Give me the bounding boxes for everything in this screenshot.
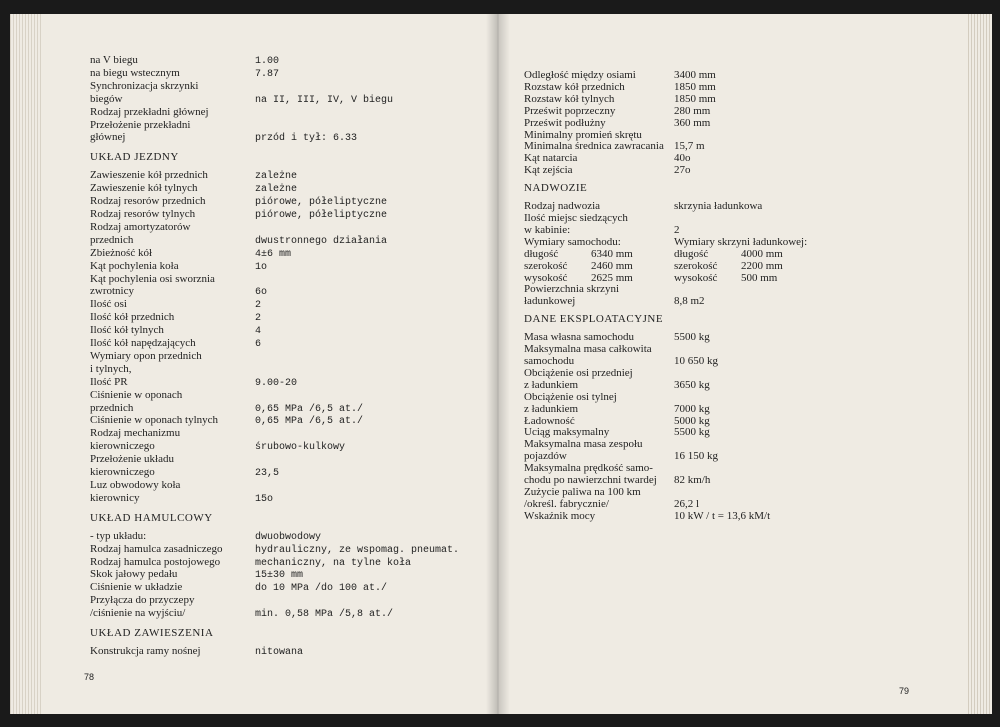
spec-label: Ilość kół przednich: [90, 311, 175, 324]
spec-label: przednich: [90, 401, 134, 414]
spec-value: 5500 kg: [674, 426, 710, 439]
spec-value: 26,2 l: [674, 497, 700, 510]
section-heading: UKŁAD ZAWIESZENIA: [90, 627, 214, 639]
spec-label: Rozstaw kół przednich: [524, 80, 625, 93]
spec-value: 360 mm: [674, 116, 711, 129]
spec-value: przód i tył: 6.33: [255, 133, 358, 145]
spec-value: na II, III, IV, V biegu: [255, 94, 394, 106]
spec-value: 15,7 m: [674, 140, 705, 153]
spec-label: Kąt zejścia: [524, 164, 573, 177]
spec-value: mechaniczny, na tylne koła: [255, 557, 412, 569]
spec-label: Odległość między osiami: [524, 69, 636, 81]
spec-label: Zbieżność kół: [90, 246, 153, 259]
spec-label: Synchronizacja skrzynki: [90, 79, 199, 92]
spec-value: min. 0,58 MPa /5,8 at./: [255, 609, 394, 621]
spec-dimension-value: 2200 mm: [741, 259, 783, 272]
spec-value: dwustronnego działania: [255, 235, 388, 247]
spec-label: Ilość PR: [90, 375, 128, 388]
spec-label: samochodu: [524, 355, 575, 367]
spec-value: 1850 mm: [674, 80, 716, 93]
spec-value: dwuobwodowy: [255, 531, 322, 543]
spec-value: Wymiary skrzyni ładunkowej:: [674, 235, 808, 248]
left-page-edge: [10, 14, 42, 714]
spec-value: 10 650 kg: [674, 355, 718, 367]
spec-label: biegów: [90, 92, 123, 105]
spec-dimension-value: 500 mm: [741, 271, 778, 284]
spec-label: Przełożenie przekładni: [90, 118, 191, 131]
spec-label: Ilość kół napędzających: [90, 337, 196, 349]
spec-value: piórowe, półeliptyczne: [255, 197, 388, 209]
spec-value: 7.87: [255, 68, 280, 80]
spec-label: Powierzchnia skrzyni: [524, 283, 619, 296]
spec-value: wysokość: [674, 271, 718, 284]
book-gutter: [486, 14, 510, 714]
spec-value: hydrauliczny, ze wspomag. pneumat.: [255, 544, 460, 556]
spec-value: 10 kW / t = 13,6 kM/t: [674, 509, 771, 522]
spec-label: Ilość miejsc siedzących: [524, 212, 628, 224]
spec-label: Prześwit podłużny: [524, 116, 606, 129]
spec-value: szerokość: [674, 259, 718, 272]
section-heading: DANE EKSPLOATACYJNE: [524, 313, 664, 326]
spec-label: i tylnych,: [90, 362, 132, 375]
spec-label: Rozstaw kół tylnych: [524, 92, 615, 105]
spec-label: Ciśnienie w oponach: [90, 388, 183, 401]
spec-label: kierownicy: [90, 491, 140, 504]
spec-label: Zawieszenie kół tylnych: [90, 182, 198, 195]
spec-label: Rodzaj przekładni głównej: [90, 105, 209, 118]
spec-value: 3650 kg: [674, 378, 710, 391]
spec-value: 4±6 mm: [255, 248, 292, 260]
spec-label: /ciśnienie na wyjściu/: [90, 607, 186, 620]
spec-label: ładunkowej: [524, 295, 576, 308]
spec-label: kierowniczego: [90, 466, 155, 478]
spec-value: 16 150 kg: [674, 450, 718, 463]
spec-value: do 10 MPa /do 100 at./: [255, 583, 388, 595]
spec-label: Ilość kół tylnych: [90, 324, 164, 337]
spec-label: Rodzaj hamulca postojowego: [90, 555, 221, 568]
spec-label: Wymiary samochodu:: [524, 235, 621, 248]
spec-value: 2: [674, 223, 680, 236]
spec-label: Prześwit poprzeczny: [524, 104, 616, 117]
spec-value: 1o: [255, 261, 268, 273]
spec-value: 0,65 MPa /6,5 at./: [255, 416, 364, 428]
spec-label: Kąt natarcia: [524, 152, 578, 165]
spec-value: zależne: [255, 184, 298, 196]
spec-label: Ilość osi: [90, 298, 127, 311]
spec-dimension-value: 4000 mm: [741, 247, 783, 260]
spec-value: piórowe, półeliptyczne: [255, 210, 388, 221]
spec-label: Obciążenie osi przedniej: [524, 366, 633, 379]
spec-label: Przyłącza do przyczepy: [90, 594, 195, 607]
spec-value: 280 mm: [674, 104, 711, 117]
spec-label: Ciśnienie w układzie: [90, 581, 183, 594]
spec-label: przednich: [90, 233, 134, 246]
spec-label: Ładowność: [524, 414, 575, 427]
spec-value: skrzynia ładunkowa: [674, 200, 763, 213]
spec-value: 5500 kg: [674, 331, 710, 344]
spec-label: Minimalna średnica zawracania: [524, 140, 664, 153]
spec-label: Uciąg maksymalny: [524, 426, 610, 439]
spec-label: z ładunkiem: [524, 378, 579, 391]
spec-label: Maksymalna prędkość samo-: [524, 462, 653, 475]
right-page-edge: [966, 14, 992, 714]
right-page: [496, 14, 992, 714]
spec-label: kierowniczego: [90, 440, 155, 453]
spec-value: 15±30 mm: [255, 570, 304, 582]
spec-label: Kąt pochylenia koła: [90, 259, 179, 272]
spec-label: Obciążenie osi tylnej: [524, 390, 617, 403]
spec-label: zwrotnicy: [90, 285, 134, 298]
spec-value: nitowana: [255, 647, 304, 658]
spec-value: 7000 kg: [674, 402, 710, 415]
spec-dimension-value: 2460 mm: [591, 259, 633, 272]
spec-value: 9.00-20: [255, 377, 298, 389]
spec-value: 23,5: [255, 468, 280, 479]
spec-value: 4: [255, 326, 262, 338]
spec-label: długość: [524, 247, 559, 260]
spec-label: Skok jałowy pedału: [90, 568, 178, 581]
spec-value: 0,65 MPa /6,5 at./: [255, 403, 364, 415]
spec-label: Rodzaj mechanizmu: [90, 427, 181, 440]
spec-label: na biegu wstecznym: [90, 66, 180, 79]
spec-label: z ładunkiem: [524, 402, 579, 415]
spec-value: śrubowo-kulkowy: [255, 442, 346, 454]
spec-value: 6o: [255, 287, 268, 299]
spec-value: 8,8 m2: [674, 295, 705, 308]
spec-value: długość: [674, 247, 709, 260]
spec-label: Maksymalna masa całkowita: [524, 343, 652, 356]
spec-label: Kąt pochylenia osi sworznia: [90, 272, 215, 285]
book-spread: [10, 14, 992, 714]
spec-value: 5000 kg: [674, 414, 710, 427]
spec-value: 3400 mm: [674, 69, 716, 81]
spec-dimension-value: 2625 mm: [591, 271, 633, 284]
spec-dimension-value: 6340 mm: [591, 247, 633, 260]
spec-label: szerokość: [524, 259, 568, 272]
spec-label: Konstrukcja ramy nośnej: [90, 645, 201, 657]
spec-value: 15o: [255, 493, 274, 505]
spec-value: 27o: [674, 164, 691, 177]
section-heading: NADWOZIE: [524, 182, 588, 195]
left-page-number: 78: [84, 672, 95, 682]
right-page-number: 79: [899, 686, 910, 696]
spec-value: 82 km/h: [674, 474, 711, 486]
spec-label: Zawieszenie kół przednich: [90, 169, 208, 182]
spec-label: Rodzaj nadwozia: [524, 200, 601, 213]
spec-label: Maksymalna masa zespołu: [524, 438, 643, 451]
spec-label: pojazdów: [524, 450, 567, 463]
spec-label: Rodzaj hamulca zasadniczego: [90, 542, 223, 555]
spec-label: głównej: [90, 131, 126, 144]
spec-value: 1850 mm: [674, 92, 716, 105]
spec-value: zależne: [255, 171, 298, 183]
section-heading: UKŁAD HAMULCOWY: [90, 511, 213, 524]
spec-value: 40o: [674, 152, 691, 165]
spec-label: Wymiary opon przednich: [90, 349, 202, 362]
spec-value: 2: [255, 300, 262, 312]
spec-label: Ciśnienie w oponach tylnych: [90, 414, 219, 427]
spec-label: Rodzaj resorów tylnych: [90, 208, 196, 220]
spec-label: Masa własna samochodu: [524, 331, 634, 344]
spec-label: w kabinie:: [524, 223, 571, 236]
spec-value: 1.00: [255, 56, 280, 67]
spec-label: Rodzaj amortyzatorów: [90, 220, 191, 233]
spec-label: /określ. fabrycznie/: [524, 497, 609, 510]
spec-label: na V biegu: [90, 54, 138, 66]
spec-value: 6: [255, 339, 262, 350]
section-heading: UKŁAD JEZDNY: [90, 151, 179, 164]
spec-value: 2: [255, 313, 262, 325]
spec-label: Wskaźnik mocy: [524, 509, 596, 522]
spec-label: Zużycie paliwa na 100 km: [524, 485, 641, 498]
spec-label: Luz obwodowy koła: [90, 478, 181, 491]
spec-label: - typ układu:: [90, 529, 147, 542]
spec-label: Rodzaj resorów przednich: [90, 195, 206, 208]
spec-label: chodu po nawierzchni twardej: [524, 474, 657, 486]
spec-label: wysokość: [524, 271, 568, 284]
spec-label: Minimalny promień skrętu: [524, 128, 642, 141]
spec-label: Przełożenie układu: [90, 453, 174, 466]
left-page: [10, 14, 496, 714]
